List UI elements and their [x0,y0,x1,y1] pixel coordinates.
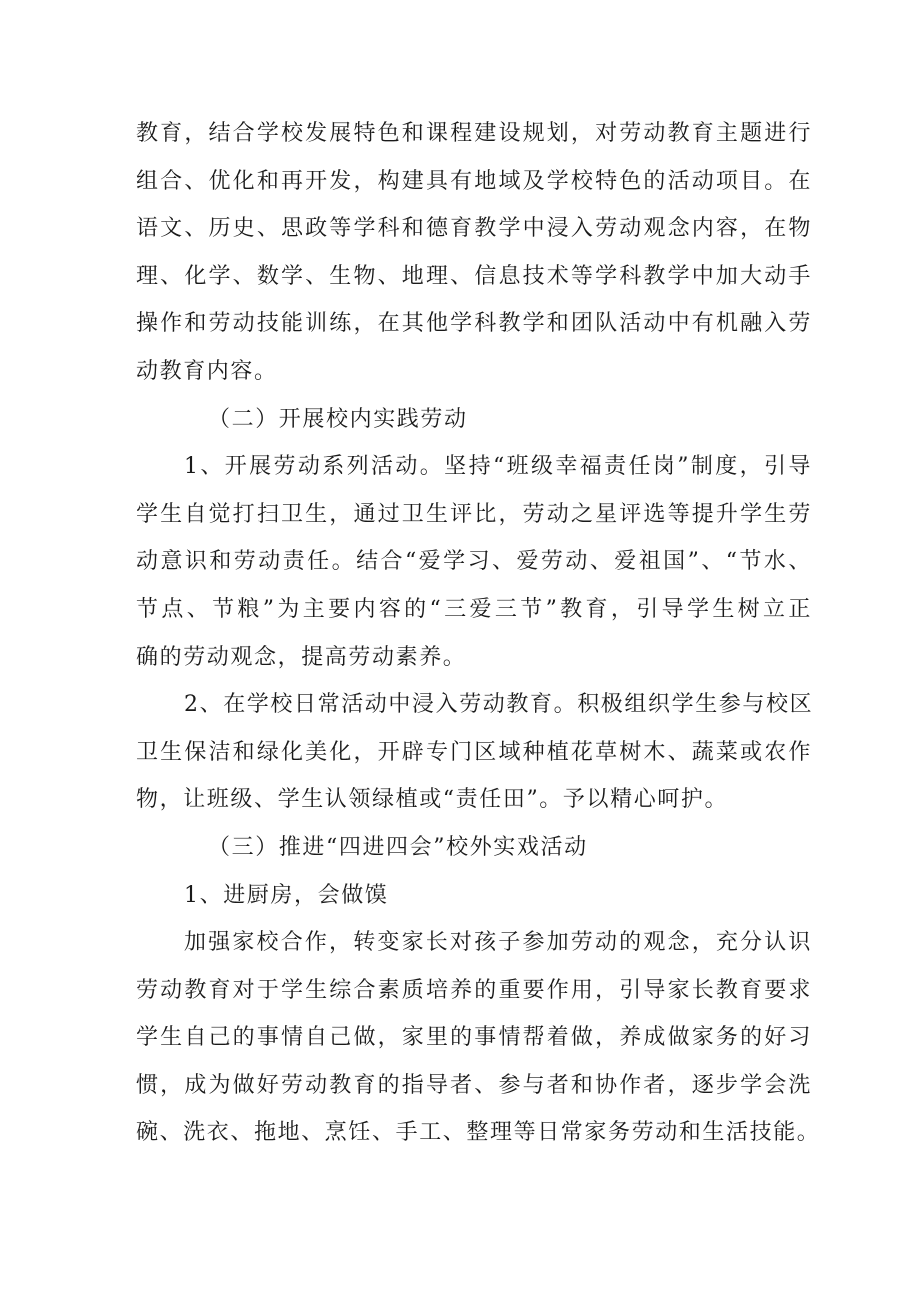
section-heading: （二）开展校内实践劳动 [208,406,468,432]
subsection-heading: 1、进厨房，会做馍 [184,882,389,908]
section-heading: （三）推进“四进四会”校外实戏活动 [208,834,588,860]
paragraph-line: 学生自觉打扫卫生，通过卫生评比，劳动之星评选等提升学生劳 [136,501,812,527]
paragraph-line: 动意识和劳动责任。结合“爱学习、爱劳动、爱祖国”、“节水、 [136,549,812,575]
paragraph-line: 惯，成为做好劳动教育的指导者、参与者和协作者，逐步学会洗 [136,1072,812,1098]
paragraph-line: 操作和劳动技能训练，在其他学科教学和团队活动中有机融入劳 [136,311,812,337]
paragraph-line: 2、在学校日常活动中浸入劳动教育。积极组织学生参与校区 [184,692,814,718]
paragraph-line: 劳动教育对于学生综合素质培养的重要作用，引导家长教育要求 [136,977,812,1003]
paragraph-line: 碗、洗衣、拖地、烹饪、手工、整理等日常家务劳动和生活技能。 [136,1120,821,1146]
paragraph-line: 教育，结合学校发展特色和课程建设规划，对劳动教育主题进行 [136,121,812,146]
paragraph-line: 物，让班级、学生认领绿植或“责任田”。予以精心呵护。 [136,787,729,813]
paragraph-line: 理、化学、数学、生物、地理、信息技术等学科教学中加大动手 [136,263,812,289]
paragraph-line: 卫生保洁和绿化美化，开辟专门区域种植花草树木、蔬菜或农作 [136,739,812,765]
paragraph-line: 加强家校合作，转变家长对孩子参加劳动的观念，充分认识 [184,930,812,956]
paragraph-line: 学生自己的事情自己做，家里的事情帮着做，养成做家务的好习 [136,1025,812,1051]
paragraph-line: 组合、优化和再开发，构建具有地域及学校特色的活动项目。在 [136,168,812,194]
document-body [136,110,821,1157]
paragraph-line: 1、开展劳动系列活动。坚持“班级幸福责任岗”制度，引导 [184,454,812,480]
paragraph-line: 动教育内容。 [136,358,278,384]
paragraph-line: 确的劳动观念，提高劳动素养。 [136,644,467,670]
paragraph-line: 节点、节粮”为主要内容的“三爱三节”教育，引导学生树立正 [136,596,812,622]
paragraph-line: 语文、历史、思政等学科和德育教学中浸入劳动观念内容，在物 [136,216,812,242]
